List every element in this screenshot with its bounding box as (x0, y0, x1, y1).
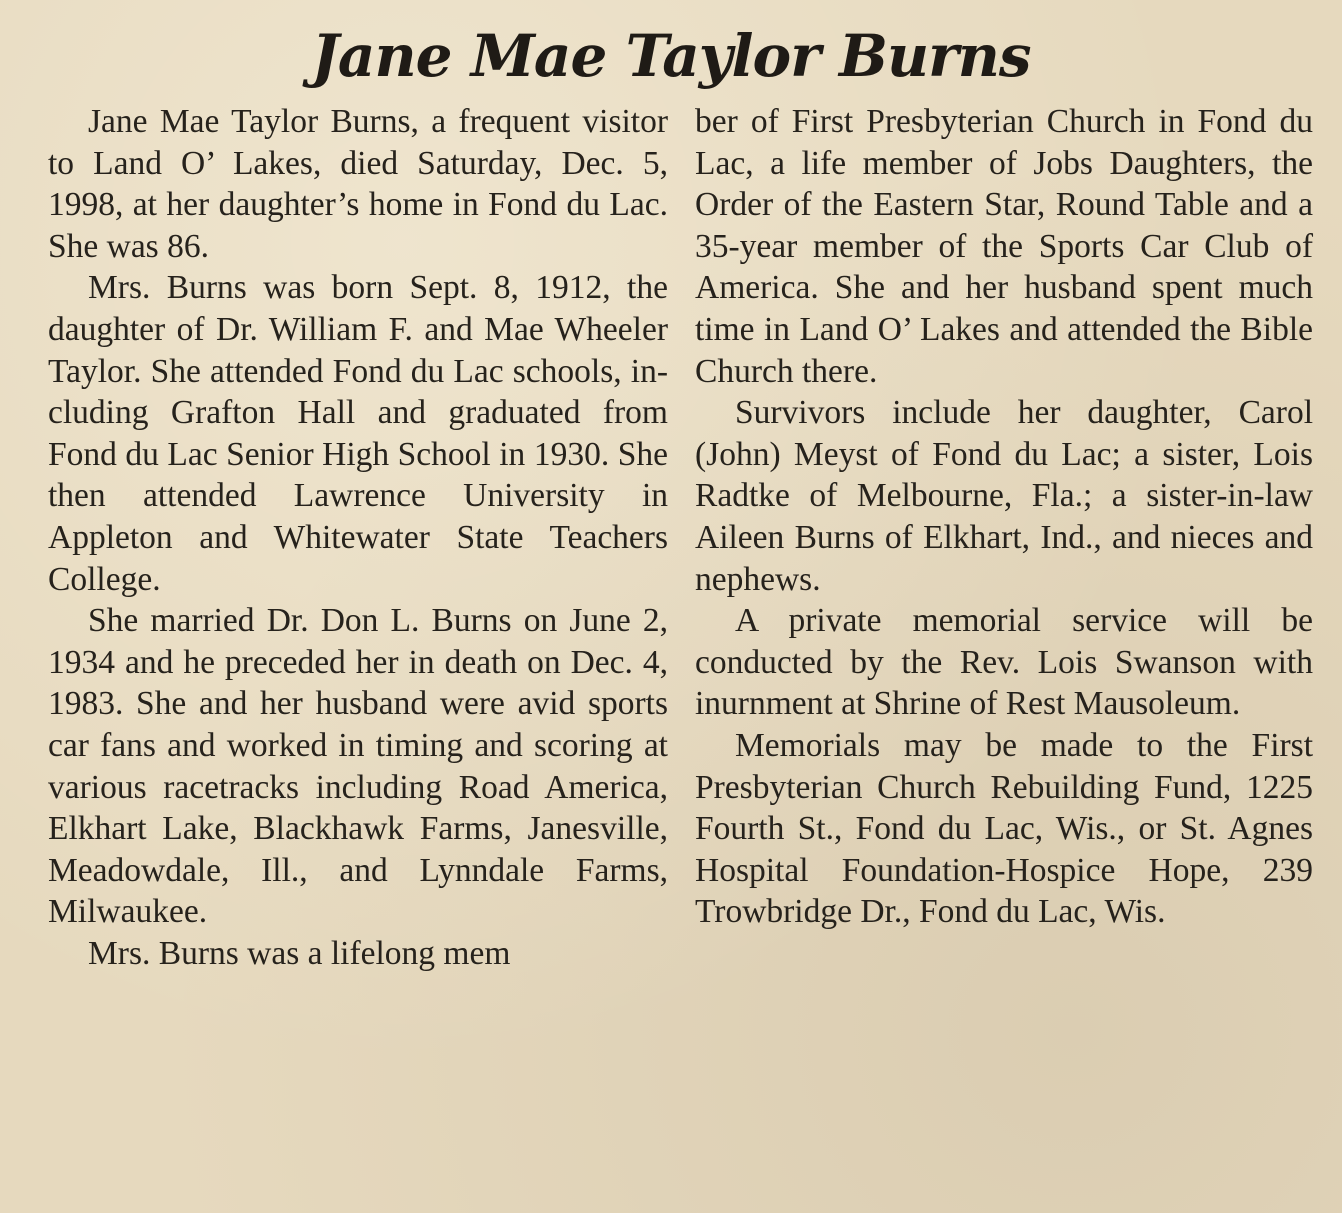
text-column-right (695, 101, 1313, 933)
paragraph-early-life: Mrs. Burns was born Sept. 8, 1912, the daughter of Dr. William F. and Mae Wheeler Taylor. She attended Fond du Lac schools, including Grafton Hall and graduated from Fond du Lac Senior High School in 1930. She then attended Lawrence University in Appleton and Whitewater State Teachers College. (48, 269, 668, 598)
paragraph-marriage: She married Dr. Don L. Burns on June 2, 1934 and he preceded her in death on Dec. 4, 1983. She and her husband were avid sports car fans and worked in timing and scoring at various racetracks including Road America, Elkhart Lake, Blackhawk Farms, Janesville, Meadowdale, Ill., and Lynndale Farms, Milwaukee. (48, 602, 668, 931)
obituary-headline: Jane Mae Taylor Burns (311, 22, 1031, 90)
paragraph-church-continued: ber of First Presbyterian Church in Fond du Lac, a life member of Jobs Daughters, the Order of the Eastern Star, Round Table and a 35-year member of the Sports Car Club of America. She and her husband spent much time in Land O’ Lakes and attended the Bible Church there. (695, 103, 1313, 390)
text-column-left (48, 101, 668, 974)
paragraph-memorials: Memorials may be made to the First Presbyterian Church Rebuilding Fund, 1225 Fourth St., Fond du Lac, Wis., or St. Agnes Hospital Foundation-Hospice Hope, 239 Trowbridge Dr., Fond du Lac, Wis. (695, 726, 1313, 931)
paragraph-intro: Jane Mae Taylor Burns, a frequent visitor to Land O’ Lakes, died Saturday, Dec. 5, 1998, at her daughter’s home in Fond du Lac. She was 86. (48, 103, 668, 265)
paragraph-service: A private memorial service will be conducted by the Rev. Lois Swanson with inurnment at Shrine of Rest Mausoleum. (695, 602, 1313, 723)
paragraph-church-start: Mrs. Burns was a lifelong mem (88, 934, 511, 972)
paragraph-survivors: Survivors include her daughter, Carol (John) Meyst of Fond du Lac; a sister, Lois Radtke of Melbourne, Fla.; a sister-in-law Aileen Burns of Elkhart, Ind., and nieces and nephews. (695, 394, 1313, 598)
